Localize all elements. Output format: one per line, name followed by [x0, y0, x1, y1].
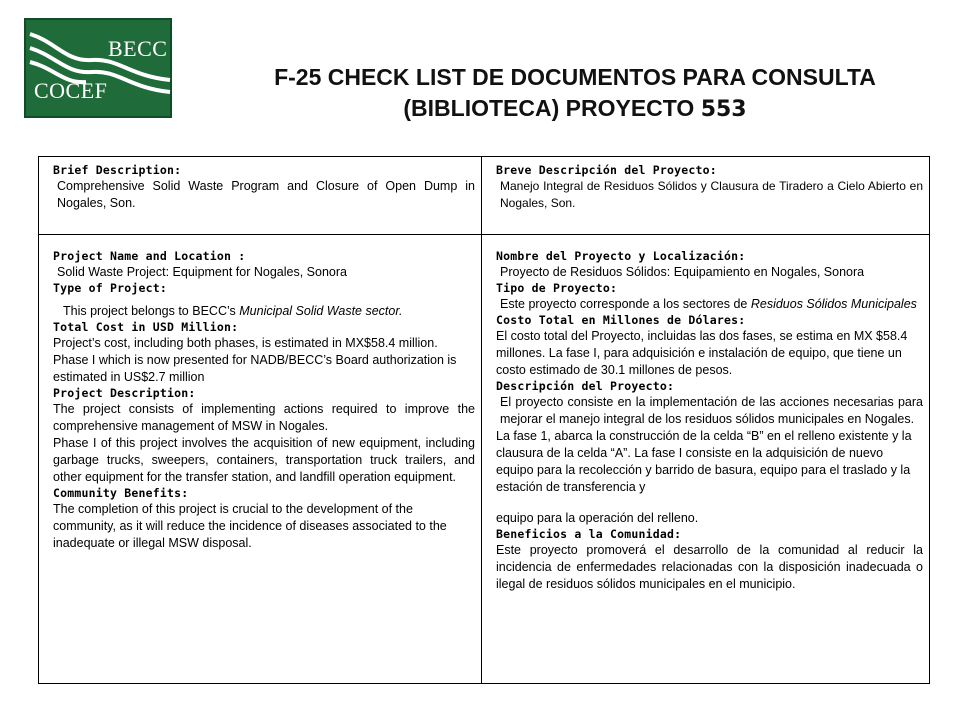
- project-details-en-cell: [39, 235, 482, 684]
- costo-total-text: El costo total del Proyecto, incluidas las dos fases, se estima en MX $58.4 millones. La fase I, para adquisición e instalación de equipo, que tiene un costo estimado de 30.1 millones de pesos.: [496, 329, 908, 377]
- project-name-text: Solid Waste Project: Equipment for Nogales, Sonora: [57, 265, 347, 279]
- brief-description-label: Brief Description:: [53, 163, 182, 177]
- beneficios-comunidad-text: Este proyecto promoverá el desarrollo de la comunidad al reducir la incidencia de enfermedades relacionadas con la disposición inadecuada o ilegal de residuos sólidos municipales en el municipio.: [496, 543, 923, 591]
- checklist-table: [38, 156, 930, 684]
- title-line-2-text: (BIBLIOTECA) PROYECTO: [403, 95, 701, 121]
- descripcion-proyecto-text-2: La fase 1, abarca la construcción de la celda “B” en el relleno existente y la clausura de la celda “A”. La fase I consiste en la adquisición de nuevo equipo para la recolección y barrido de basura, equipo para el traslado y la estación de transferencia y: [496, 429, 912, 494]
- title-line-2: [210, 93, 940, 125]
- project-type-text-pre: This project belongs to BECC’s: [63, 304, 240, 318]
- project-details-es-cell: [482, 235, 930, 684]
- nombre-proyecto-text: Proyecto de Residuos Sólidos: Equipamiento en Nogales, Sonora: [500, 265, 865, 279]
- project-type-text: [53, 303, 475, 320]
- project-name-label: Project Name and Location :: [53, 249, 246, 263]
- total-cost-label: Total Cost in USD Million:: [53, 320, 239, 334]
- descripcion-proyecto-label: Descripción del Proyecto:: [496, 379, 675, 393]
- project-number: 553: [700, 97, 747, 122]
- descripcion-proyecto-text-3: equipo para la operación del relleno.: [496, 511, 699, 525]
- brief-description-text: Comprehensive Solid Waste Program and Closure of Open Dump in Nogales, Son.: [57, 179, 475, 210]
- project-type-sector: Municipal Solid Waste sector.: [239, 304, 403, 318]
- community-benefits-label: Community Benefits:: [53, 486, 189, 500]
- page-title: [210, 62, 940, 125]
- brief-description-es-cell: [482, 157, 930, 235]
- project-details-row: [39, 235, 930, 684]
- total-cost-text: Project’s cost, including both phases, is estimated in MX$58.4 million. Phase I which is now presented for NADB/BECC’s Board authorization is estimated in US$2.7 million: [53, 336, 457, 384]
- community-benefits-text: The completion of this project is crucial to the development of the community, as it will reduce the incidence of diseases associated to the inadequate or illegal MSW disposal.: [53, 502, 447, 550]
- descripcion-proyecto-text-1: El proyecto consiste en la implementación de las acciones necesarias para mejorar el manejo integral de los residuos sólidos municipales en Nogales.: [500, 395, 923, 426]
- wave-icon: [26, 20, 174, 120]
- project-description-text-1: The project consists of implementing actions required to improve the comprehensive management of MSW in Nogales.: [53, 402, 475, 433]
- tipo-proyecto-text-pre: Este proyecto corresponde a los sectores de: [500, 297, 751, 311]
- becc-cocef-logo: [24, 18, 172, 118]
- tipo-proyecto-sector: Residuos Sólidos Municipales: [750, 297, 917, 311]
- tipo-proyecto-label: Tipo de Proyecto:: [496, 281, 618, 295]
- title-line-1: F-25 CHECK LIST DE DOCUMENTOS PARA CONSULTA: [274, 64, 876, 90]
- nombre-proyecto-label: Nombre del Proyecto y Localización:: [496, 249, 746, 263]
- project-description-label: Project Description:: [53, 386, 196, 400]
- brief-description-row: [39, 157, 930, 235]
- tipo-proyecto-text: [496, 296, 923, 313]
- logo-text-becc: BECC: [108, 36, 168, 61]
- breve-descripcion-label: Breve Descripción del Proyecto:: [496, 163, 717, 177]
- project-description-text-2: Phase I of this project involves the acquisition of new equipment, including garbage trucks, sweepers, containers, transportation truck trailers, and other equipment for the transfer station, and landfill operation equipment.: [53, 436, 475, 484]
- brief-description-en-cell: [39, 157, 482, 235]
- logo-text-cocef: COCEF: [34, 78, 108, 103]
- costo-total-label: Costo Total en Millones de Dólares:: [496, 313, 746, 327]
- breve-descripcion-text: Manejo Integral de Residuos Sólidos y Clausura de Tiradero a Cielo Abierto en Nogales, Son.: [500, 179, 923, 210]
- beneficios-comunidad-label: Beneficios a la Comunidad:: [496, 527, 682, 541]
- project-type-label: Type of Project:: [53, 281, 167, 295]
